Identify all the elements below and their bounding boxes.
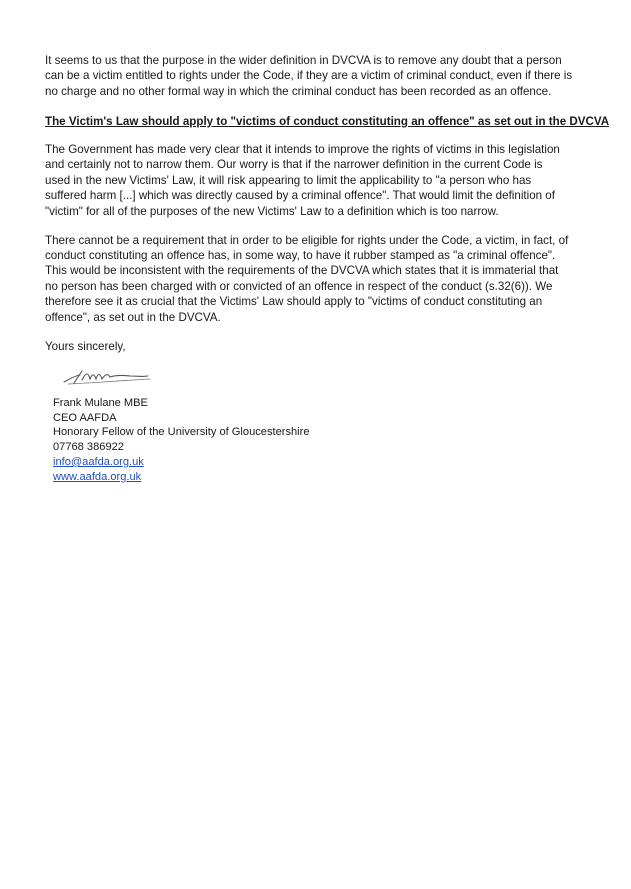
paragraph-3-line-3: This would be inconsistent with the requirements of the DVCVA which states that it is immaterial that — [45, 264, 559, 277]
paragraph-3-line-1: There cannot be a requirement that in order to be eligible for rights under the Code, a victim, in fact, of — [45, 234, 569, 247]
signatory-phone: 07768 386922 — [53, 441, 124, 453]
paragraph-3-line-5: therefore see it as crucial that the Victims' Law should apply to "victims of conduct constituting an — [45, 295, 543, 308]
paragraph-3-line-2: conduct constituting an offence has, in some way, to have it rubber stamped as "a criminal offence". — [45, 249, 556, 262]
signatory-name: Frank Mulane MBE — [53, 397, 148, 409]
paragraph-2-line-4: suffered harm [...] which was directly caused by a criminal offence". That would limit the definition of — [45, 189, 555, 202]
closing-salutation: Yours sincerely, — [45, 340, 126, 353]
paragraph-1-line-1: It seems to us that the purpose in the wider definition in DVCVA is to remove any doubt that a person — [45, 54, 562, 67]
email-link[interactable]: info@aafda.org.uk — [53, 456, 144, 468]
handwritten-signature — [60, 362, 160, 388]
signatory-fellowship: Honorary Fellow of the University of Gloucestershire — [53, 426, 310, 438]
paragraph-3-line-4: no person has been charged with or convicted of an offence in respect of the conduct (s.32(6)). We — [45, 280, 553, 293]
website-link[interactable]: www.aafda.org.uk — [53, 471, 142, 483]
section-heading: The Victim's Law should apply to "victims of conduct constituting an offence" as set out in the DVCVA — [45, 115, 610, 128]
paragraph-2-line-5: "victim" for all of the purposes of the new Victims' Law to a definition which is too narrow. — [45, 205, 499, 218]
paragraph-3-line-6: offence", as set out in the DVCVA. — [45, 311, 221, 324]
paragraph-2-line-3: used in the new Victims' Law, it will risk appearing to limit the applicability to "a person who has — [45, 174, 532, 187]
paragraph-2-line-2: and certainly not to narrow them. Our worry is that if the narrower definition in the current Code is — [45, 158, 543, 171]
paragraph-2-line-1: The Government has made very clear that it intends to improve the rights of victims in this legislation — [45, 143, 560, 156]
paragraph-1-line-2: can be a victim entitled to rights under the Code, if they are a victim of criminal conduct, even if there is — [45, 69, 573, 82]
signatory-role: CEO AAFDA — [53, 412, 117, 424]
paragraph-1-line-3: no charge and no other formal way in which the criminal conduct has been recorded as an offence. — [45, 85, 552, 98]
